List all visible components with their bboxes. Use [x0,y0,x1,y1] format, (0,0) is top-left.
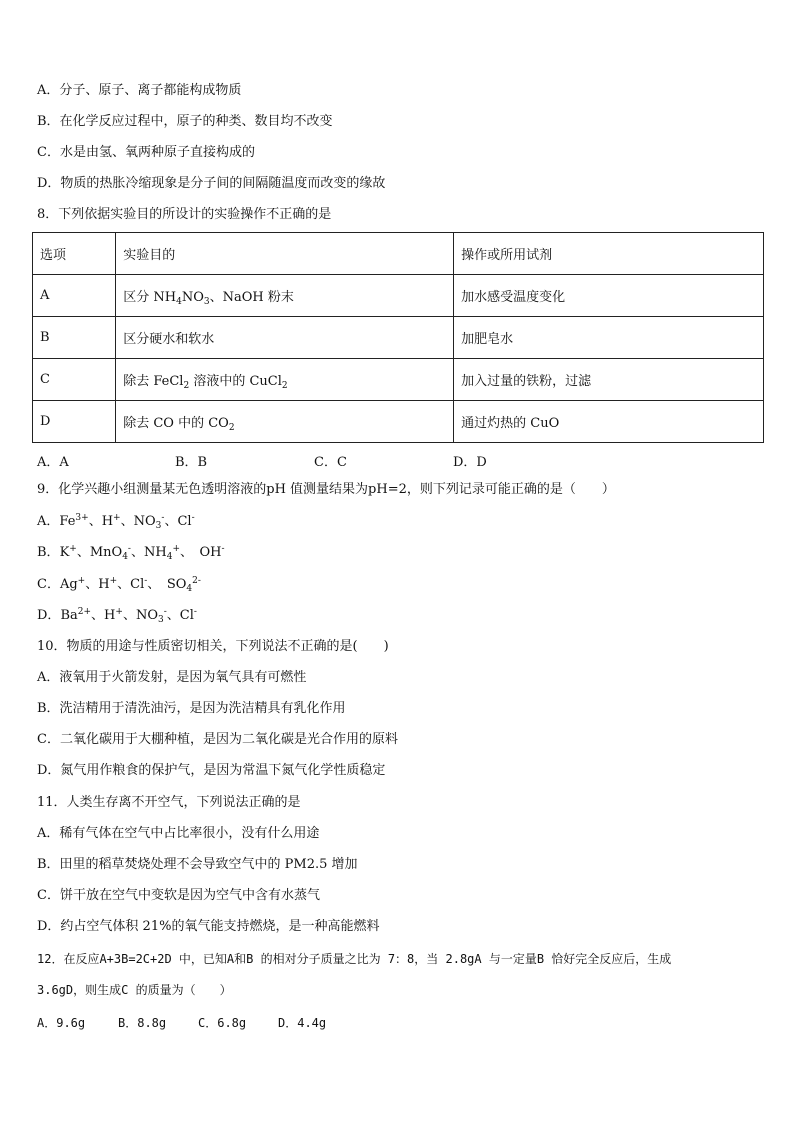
q10-stem: 10．物质的用途与性质密切相关，下列说法不正确的是( ) [37,639,389,654]
q12-answer-c: C．6.8g [198,1016,247,1030]
table-header-cell: 操作或所用试剂 [454,233,764,275]
table-cell-option: D [33,401,116,443]
q8-answer-a: A．A [37,455,69,470]
table-cell-purpose: 除去 FeCl$_2$ 溶液中的 CuCl$_2$ [116,359,454,401]
q11-option-d: D．约占空气体积 21%的氧气能支持燃烧，是一种高能燃料 [37,919,380,934]
table-header-cell: 选项 [33,233,116,275]
table-cell-option: C [33,359,116,401]
q8-answer-d: D．D [453,455,487,470]
table-row [33,275,764,317]
table-cell-option: A [33,275,116,317]
q12-stem-line2: 3.6gD，则生成C 的质量为（ ） [37,983,232,997]
q10-option-b: B．洗洁精用于清洗油污，是因为洗洁精具有乳化作用 [37,701,346,716]
table-cell-operation: 加肥皂水 [454,317,764,359]
q8-answer-b: B．B [175,455,208,470]
q7-option-d: D．物质的热胀冷缩现象是分子间的间隔随温度而改变的缘故 [37,176,386,191]
q9-option-b: B．K+、MnO$_4$-、$NH_4^+$、 OH- [37,544,225,562]
table-cell-operation: 加入过量的铁粉，过滤 [454,359,764,401]
table-cell-option: B [33,317,116,359]
q12-answer-d: D．4.4g [278,1016,327,1030]
q12-stem-line1: 12．在反应A+3B=2C+2D 中，已知A和B 的相对分子质量之比为 7：8，当 2.8gA 与一定量B 恰好完全反应后，生成 [37,952,672,966]
q12-answer-b: B．8.8g [118,1016,167,1030]
table-header-cell: 实验目的 [116,233,454,275]
q11-option-c: C．饼干放在空气中变软是因为空气中含有水蒸气 [37,888,320,903]
q7-option-a: A．分子、原子、离子都能构成物质 [37,83,242,98]
q10-option-a: A．液氧用于火箭发射，是因为氧气具有可燃性 [37,670,307,685]
q12-answer-a: A．9.6g [37,1016,86,1030]
table-cell-operation: 加水感受温度变化 [454,275,764,317]
q11-option-a: A．稀有气体在空气中占比率很小，没有什么用途 [37,826,320,841]
q9-option-d: D．$Ba^{2+}$、H+、$NO_3^-$、Cl- [37,607,197,625]
table-cell-purpose: 区分 $NH_4NO_3$、NaOH 粉末 [116,275,454,317]
q10-option-d: D．氮气用作粮食的保护气，是因为常温下氮气化学性质稳定 [37,763,386,778]
table-row [33,359,764,401]
q9-stem: 9．化学兴趣小组测量某无色透明溶液的pH 值测量结果为pH=2，则下列记录可能正确的是（ ） [37,482,615,497]
q11-stem: 11．人类生存离不开空气，下列说法正确的是 [37,795,301,810]
q9-option-c: C．Ag+、H+、Cl-、 $SO_4^{2-}$ [37,576,201,594]
table-cell-purpose: 区分硬水和软水 [116,317,454,359]
table-row [33,401,764,443]
table-header-row [33,233,764,275]
table-cell-operation: 通过灼热的 CuO [454,401,764,443]
q8-stem: 8．下列依据实验目的所设计的实验操作不正确的是 [37,207,332,222]
experiment-table [32,232,764,443]
table-cell-purpose: 除去 CO 中的 $CO_2$ [116,401,454,443]
q10-option-c: C．二氧化碳用于大棚种植，是因为二氧化碳是光合作用的原料 [37,732,398,747]
q8-answer-c: C．C [314,455,347,470]
q9-option-a: A．$Fe^{3+}$、H+、$NO_3^-$、Cl- [37,513,195,531]
q7-option-b: B．在化学反应过程中，原子的种类、数目均不改变 [37,114,333,129]
q7-option-c: C．水是由氢、氧两种原子直接构成的 [37,145,255,160]
table-row [33,317,764,359]
q11-option-b: B．田里的稻草焚烧处理不会导致空气中的 PM2.5 增加 [37,857,358,872]
